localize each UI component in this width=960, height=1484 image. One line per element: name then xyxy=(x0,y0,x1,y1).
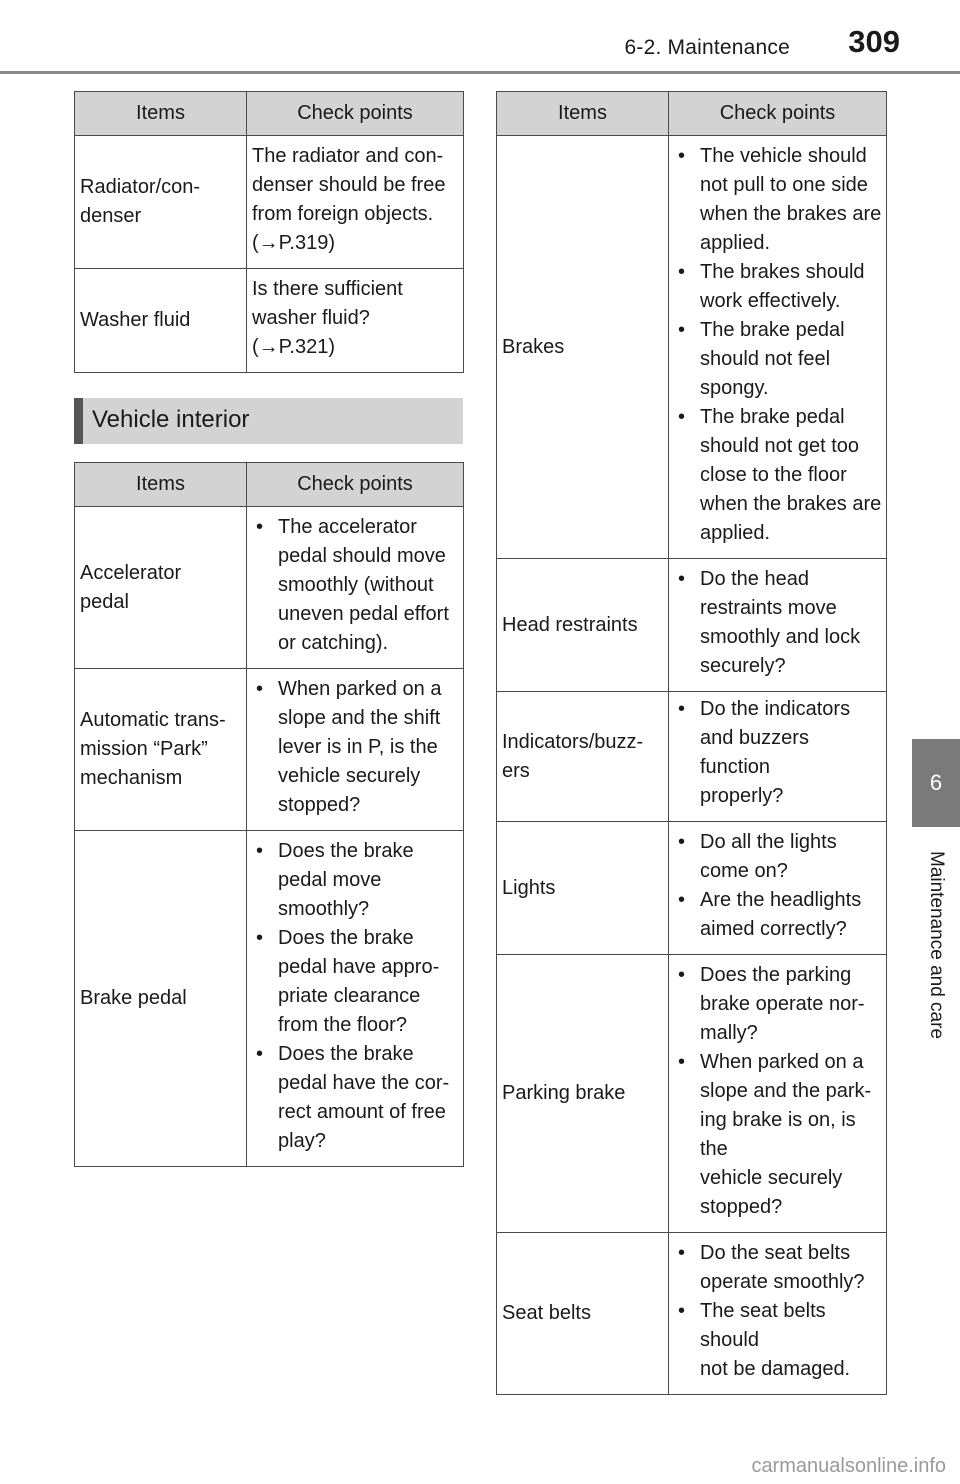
item-text: Parking brake xyxy=(502,1082,626,1104)
item-text: Indicators/buzz- ers xyxy=(502,730,644,782)
check-cell xyxy=(247,136,464,269)
section-heading: Vehicle interior xyxy=(92,406,250,433)
table-row xyxy=(497,1233,887,1395)
item-text: Accelerator pedal xyxy=(80,561,182,613)
check-bullet: • The accelerator pedal should move smoothly (without uneven pedal effort or catching). xyxy=(252,513,459,658)
item-cell xyxy=(75,507,247,669)
table-row xyxy=(75,269,464,373)
check-table-vehicle-interior xyxy=(74,462,464,1167)
check-bullet: • The brakes should work effectively. xyxy=(674,258,882,316)
check-bullet: • The brake pedal should not get too close to the floor when the brakes are applied. xyxy=(674,403,882,548)
column-header-check-points: Check points xyxy=(247,92,464,136)
check-list xyxy=(674,828,882,944)
column-header-check-points: Check points xyxy=(247,463,464,507)
check-list xyxy=(674,142,882,548)
section-title: 6-2. Maintenance xyxy=(624,36,790,59)
item-cell xyxy=(497,692,669,822)
item-cell xyxy=(497,136,669,559)
item-text: Lights xyxy=(502,876,556,899)
check-bullet: • Does the brake pedal move smoothly? xyxy=(252,837,459,924)
check-cell xyxy=(669,822,887,955)
check-bullet: • Do the indicators and buzzers function properly? xyxy=(674,695,882,811)
column-header-items: Items xyxy=(75,463,247,507)
table-row xyxy=(497,136,887,559)
table-row xyxy=(497,559,887,692)
check-list xyxy=(252,513,459,658)
item-text: Washer fluid xyxy=(80,309,191,331)
check-bullet: • Does the parking brake operate nor- mally? xyxy=(674,961,882,1048)
check-cell xyxy=(669,692,887,822)
check-list xyxy=(674,1239,882,1384)
check-cell xyxy=(669,559,887,692)
item-text: Head restraints xyxy=(502,613,638,636)
check-cell xyxy=(669,955,887,1233)
item-text: Seat belts xyxy=(502,1302,591,1324)
column-header-check-points: Check points xyxy=(669,92,887,136)
item-cell xyxy=(75,831,247,1167)
chapter-label: Maintenance and care xyxy=(926,850,947,1040)
check-text: Is there sufficient washer fluid? (→P.321) xyxy=(252,278,403,358)
check-cell xyxy=(247,669,464,831)
check-bullet: • The seat belts should not be damaged. xyxy=(674,1297,882,1384)
item-text: Brake pedal xyxy=(80,987,187,1009)
check-list xyxy=(674,695,882,811)
check-text: The radiator and con- denser should be free from foreign objects. (→P.319) xyxy=(252,145,446,254)
watermark-text: carmanualsonline.info xyxy=(751,1455,946,1477)
item-cell xyxy=(75,269,247,373)
item-cell xyxy=(75,669,247,831)
item-cell xyxy=(497,559,669,692)
check-bullet: • Do the head restraints move smoothly and lock securely? xyxy=(674,565,882,681)
page-header xyxy=(0,0,960,74)
check-table-exterior xyxy=(74,91,464,373)
table-row xyxy=(75,136,464,269)
check-cell xyxy=(669,1233,887,1395)
check-list xyxy=(674,961,882,1222)
header-rule xyxy=(0,71,960,74)
section-marker xyxy=(74,398,83,444)
item-cell xyxy=(497,955,669,1233)
section-header-vehicle-interior xyxy=(74,398,463,444)
check-bullet: • Are the headlights aimed correctly? xyxy=(674,886,882,944)
check-list xyxy=(252,837,459,1156)
check-cell xyxy=(247,269,464,373)
check-bullet: • When parked on a slope and the park- ing brake is on, is the vehicle securely stopped? xyxy=(674,1048,882,1222)
check-cell xyxy=(669,136,887,559)
check-list xyxy=(252,675,459,820)
table-row xyxy=(75,831,464,1167)
check-bullet: • Do the seat belts operate smoothly? xyxy=(674,1239,882,1297)
table-row xyxy=(75,507,464,669)
chapter-tab[interactable]: 6 xyxy=(912,739,960,827)
item-cell xyxy=(75,136,247,269)
check-table-continued xyxy=(496,91,887,1395)
table-row xyxy=(75,669,464,831)
check-cell xyxy=(247,507,464,669)
check-bullet: • Do all the lights come on? xyxy=(674,828,882,886)
table-row xyxy=(497,692,887,822)
page-number: 309 xyxy=(848,24,900,59)
table-row xyxy=(497,955,887,1233)
check-bullet: • The brake pedal should not feel spongy. xyxy=(674,316,882,403)
check-list xyxy=(674,565,882,681)
item-cell xyxy=(497,822,669,955)
check-bullet: • The vehicle should not pull to one side when the brakes are applied. xyxy=(674,142,882,258)
check-bullet: • Does the brake pedal have the cor- rect amount of free play? xyxy=(252,1040,459,1156)
item-cell xyxy=(497,1233,669,1395)
item-text: Brakes xyxy=(502,335,565,358)
column-header-items: Items xyxy=(75,92,247,136)
item-text: Radiator/con- denser xyxy=(80,176,201,227)
table-row xyxy=(497,822,887,955)
item-text: Automatic trans- mission “Park” mechanism xyxy=(80,709,226,789)
check-cell xyxy=(247,831,464,1167)
check-bullet: • When parked on a slope and the shift lever is in P, is the vehicle securely stopped? xyxy=(252,675,459,820)
check-bullet: • Does the brake pedal have appro- priate clearance from the floor? xyxy=(252,924,459,1040)
column-header-items: Items xyxy=(497,92,669,136)
